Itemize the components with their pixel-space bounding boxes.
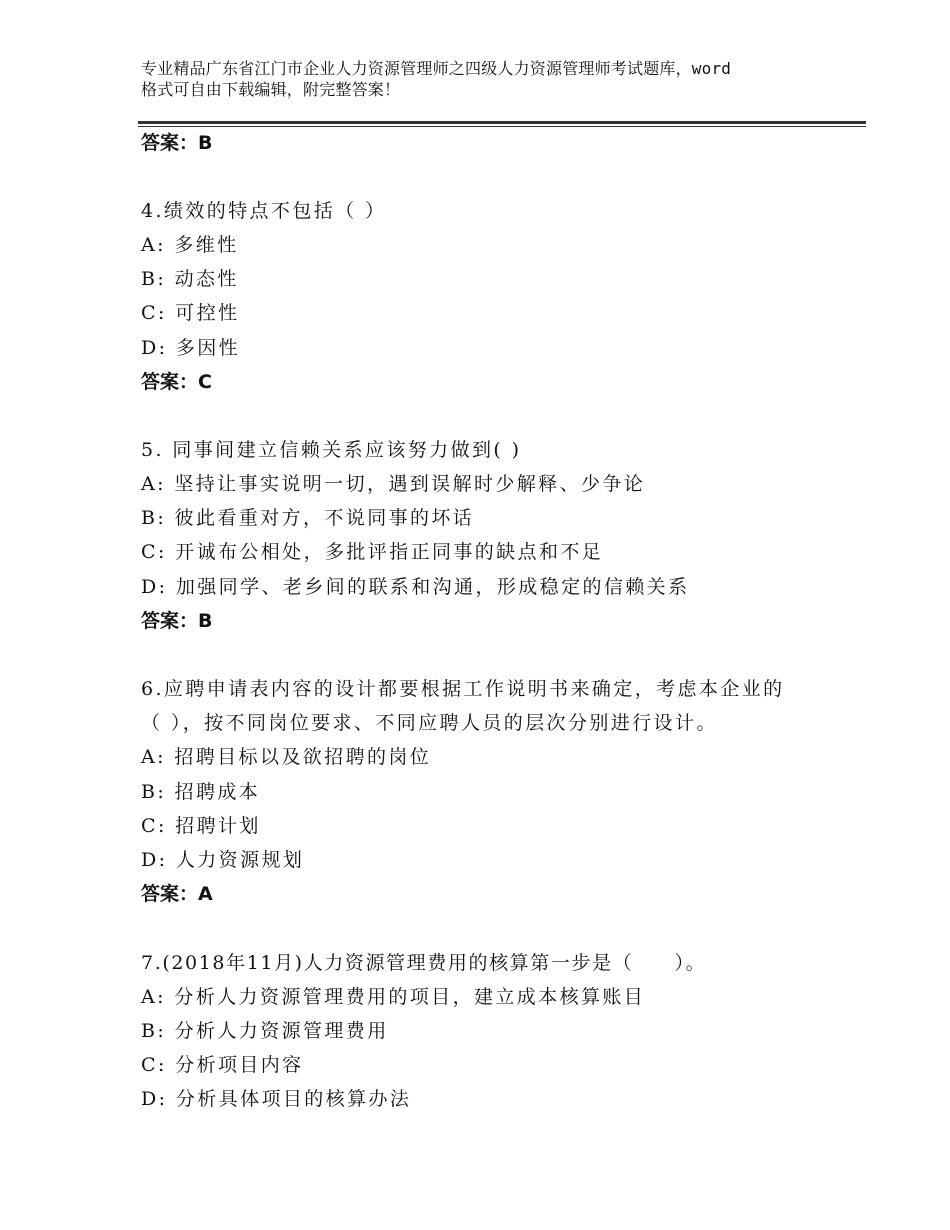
question-7-option-a: A: 分析人力资源管理费用的项目，建立成本核算账目 [141, 986, 646, 1008]
question-7-stem: 7.(2018年11月)人力资源管理费用的核算第一步是（ ）。 [141, 952, 707, 974]
question-6-option-a: A: 招聘目标以及欲招聘的岗位 [141, 746, 432, 768]
question-4-answer: 答案：C [141, 371, 212, 393]
prev-answer: 答案：B [141, 132, 213, 154]
question-5-stem: 5. 同事间建立信赖关系应该努力做到( ) [141, 439, 522, 461]
question-4-option-d: D: 多因性 [141, 337, 241, 359]
question-5-option-b: B: 彼此看重对方，不说同事的坏话 [141, 507, 475, 529]
question-7-option-d: D: 分析具体项目的核算办法 [141, 1088, 412, 1110]
question-6-option-c: C: 招聘计划 [141, 815, 261, 837]
document-header [141, 58, 831, 100]
header-divider-thin [138, 126, 866, 127]
question-5-answer: 答案：B [141, 610, 213, 632]
question-6-stem-line-2: （ ），按不同岗位要求、不同应聘人员的层次分别进行设计。 [141, 712, 718, 734]
question-5-option-d: D: 加强同学、老乡间的联系和沟通，形成稳定的信赖关系 [141, 576, 690, 598]
question-6-answer: 答案：A [141, 883, 213, 905]
header-divider-thick [138, 121, 866, 124]
header-line-1: 专业精品广东省江门市企业人力资源管理师之四级人力资源管理师考试题库，word [141, 59, 732, 78]
question-4-option-c: C: 可控性 [141, 302, 240, 324]
question-4-stem: 4.绩效的特点不包括（ ） [141, 200, 387, 222]
question-5-option-a: A: 坚持让事实说明一切，遇到误解时少解释、少争论 [141, 473, 646, 495]
header-line-2: 格式可自由下载编辑，附完整答案！ [141, 80, 401, 99]
question-4-option-a: A: 多维性 [141, 234, 239, 256]
question-6-option-d: D: 人力资源规划 [141, 849, 305, 871]
question-7-option-b: B: 分析人力资源管理费用 [141, 1020, 389, 1042]
question-6-stem-line-1: 6.应聘申请表内容的设计都要根据工作说明书来确定，考虑本企业的 [141, 678, 785, 700]
question-6-option-b: B: 招聘成本 [141, 781, 261, 803]
question-7-option-c: C: 分析项目内容 [141, 1054, 304, 1076]
question-4-option-b: B: 动态性 [141, 268, 239, 290]
question-5-option-c: C: 开诚布公相处，多批评指正同事的缺点和不足 [141, 541, 604, 563]
